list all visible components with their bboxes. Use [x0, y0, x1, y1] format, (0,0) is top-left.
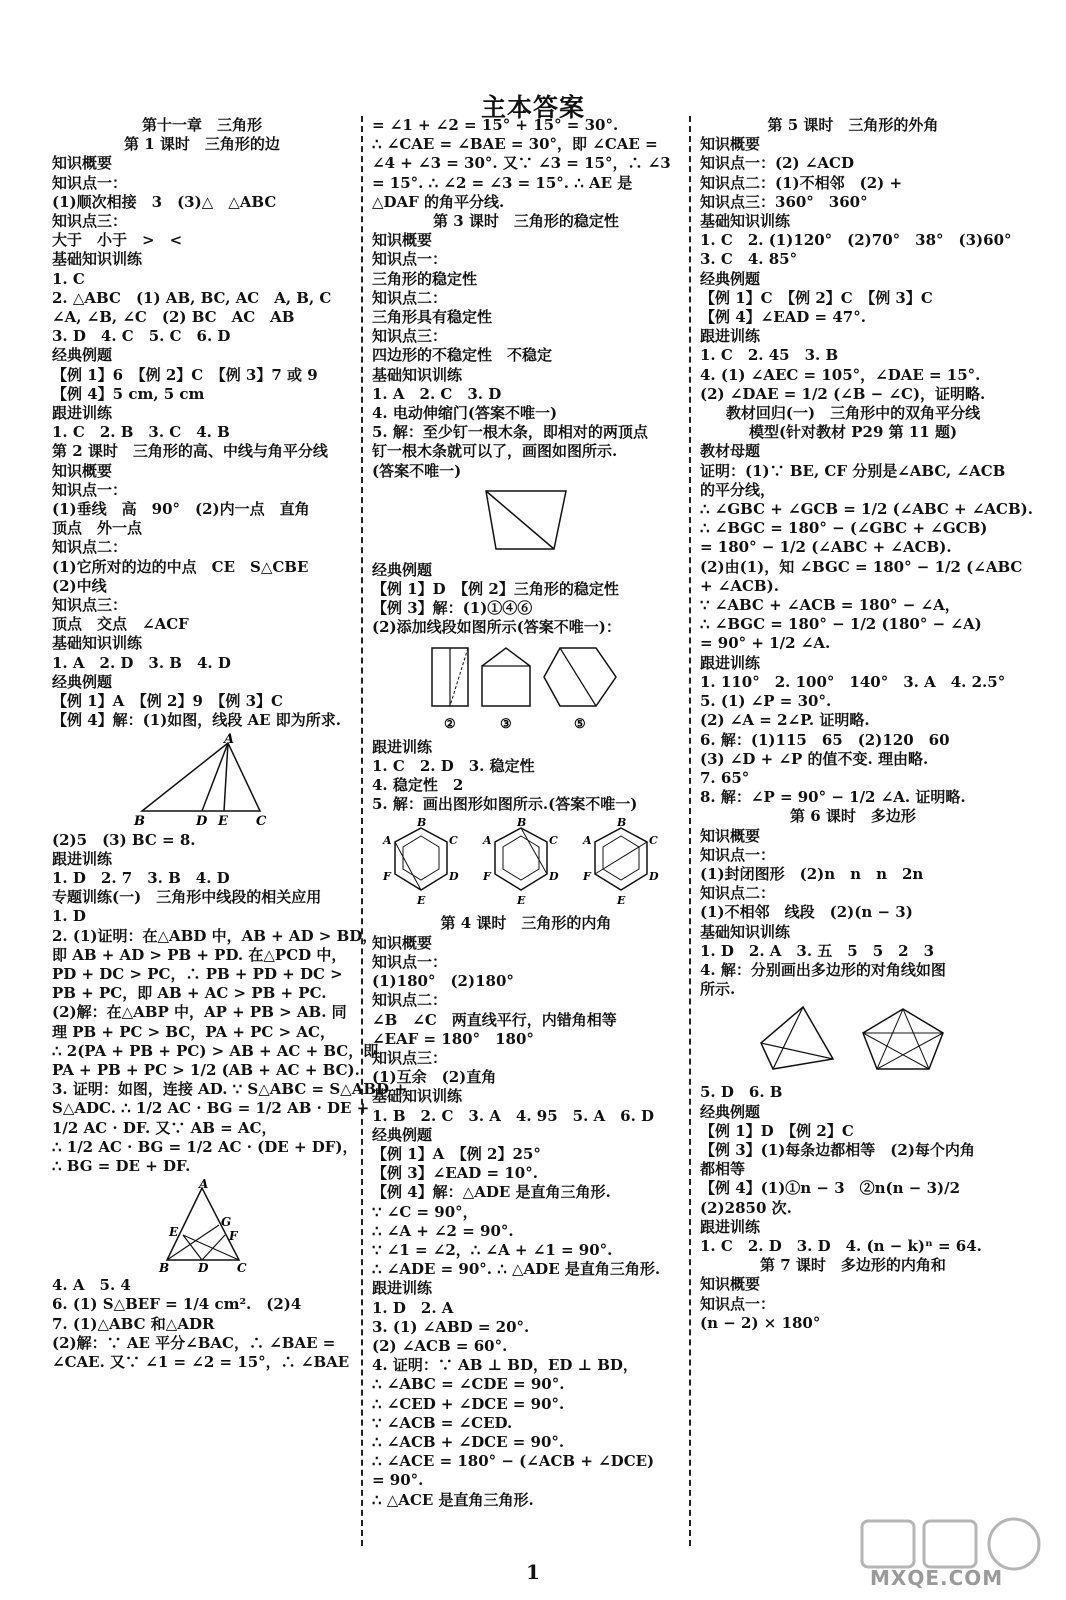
- answer-line: ∠B ∠C 两直线平行，内错角相等: [372, 1010, 617, 1029]
- answer-line: 【例 4】∠EAD = 47°.: [700, 308, 866, 327]
- figure-label: D: [196, 813, 208, 829]
- page-title: 主本答案: [480, 93, 585, 122]
- answer-line: 经典例题: [372, 560, 433, 579]
- answer-line: 经典例题: [52, 672, 113, 691]
- answer-line: (n − 2) × 180°: [700, 1313, 821, 1332]
- answer-line: PB + PC，即 AB + AC > PB + PC.: [52, 984, 327, 1003]
- answer-line: 知识概要: [372, 933, 433, 952]
- answer-line: 知识点一：: [372, 952, 448, 971]
- section-title: 教材回归(一) 三角形中的双角平分线: [725, 404, 981, 423]
- column-divider-2: [689, 116, 691, 1546]
- answer-line: 钉一根木条就可以了，画图如图所示.: [372, 442, 618, 461]
- answer-line: 4. 证明：∵ AB ⊥ BD，ED ⊥ BD，: [372, 1356, 638, 1375]
- lesson-title: 第 6 课时 多边形: [790, 807, 916, 826]
- answer-line: 1. D: [52, 907, 86, 926]
- answer-line: 【例 1】6 【例 2】C 【例 3】7 或 9: [52, 365, 318, 384]
- answer-line: 1. C 2. D 3. 稳定性: [372, 756, 535, 775]
- answer-line: (2)由(1)，知 ∠BGC = 180° − 1/2 (∠ABC: [700, 557, 1023, 576]
- answer-line: ∴ ∠BGC = 180° − (∠GBC + ∠GCB): [700, 519, 988, 538]
- answer-line: 知识点三：: [372, 327, 448, 346]
- answer-line: 跟进训练: [52, 849, 113, 868]
- figure-label: C: [649, 834, 658, 848]
- figure-label: ⑤: [574, 716, 586, 732]
- figure-label: C: [449, 834, 458, 848]
- figure-label: ③: [500, 716, 512, 732]
- answer-line: (2) ∠DAE = 1/2 (∠B − ∠C)，证明略.: [700, 384, 986, 403]
- answer-line: ∠EAF = 180° 180°: [372, 1029, 534, 1048]
- answer-line: 【例 1】C 【例 2】C 【例 3】C: [700, 288, 933, 307]
- answer-line: 基础知识训练: [372, 1087, 463, 1106]
- answer-line: 知识概要: [700, 135, 761, 154]
- answer-line: 【例 1】D 【例 2】C: [700, 1121, 854, 1140]
- answer-line: 基础知识训练: [372, 365, 463, 384]
- answer-line: 理 PB + PC > BC，PA + PC > AC，: [52, 1022, 335, 1041]
- answer-line: (1)封闭图形 (2)n n n 2n: [700, 864, 924, 883]
- answer-line: 1. C: [52, 269, 85, 288]
- answer-line: ∵ ∠C = 90°，: [372, 1202, 478, 1221]
- answer-line: (1)顺次相接 3 (3)△ △ABC: [52, 192, 277, 211]
- answer-line: 知识点二：(1)不相邻 (2) +: [700, 173, 903, 192]
- figure-label: A: [583, 834, 592, 848]
- answer-line: 跟进训练: [700, 1217, 761, 1236]
- figure-label: A: [224, 731, 235, 747]
- lesson-title: 第 4 课时 三角形的内角: [440, 914, 612, 933]
- answer-line: 1. D 2. A: [372, 1298, 454, 1317]
- figure-label: B: [159, 1261, 170, 1276]
- answer-line: ∴ ∠ACE = 180° − (∠ACB + ∠DCE): [372, 1452, 655, 1471]
- answer-line: 7. 65°: [700, 768, 750, 787]
- answer-line: 【例 1】D 【例 2】三角形的稳定性: [372, 580, 619, 599]
- figure-label: A: [199, 1177, 209, 1192]
- answer-line: 基础知识训练: [52, 250, 143, 269]
- answer-line: 知识概要: [52, 154, 113, 173]
- answer-line: 知识概要: [52, 461, 113, 480]
- figure-label: B: [417, 816, 427, 830]
- answer-line: 知识点三：360° 360°: [700, 192, 868, 211]
- answer-line: 1. B 2. C 3. A 4. 95 5. A 6. D: [372, 1106, 655, 1125]
- answer-line: ∵ ∠ABC + ∠ACB = 180° − ∠A，: [700, 596, 960, 615]
- answer-line: 即 AB + AD > PB + PD. 在△PCD 中，: [52, 945, 347, 964]
- answer-line: 的平分线，: [700, 480, 776, 499]
- answer-line: = 15°. ∴ ∠2 = ∠3 = 15°. ∴ AE 是: [372, 173, 633, 192]
- answer-line: 1/2 AC · DF. 又∵ AB = AC，: [52, 1118, 277, 1137]
- answer-line: 4. 电动伸缩门(答案不唯一): [372, 404, 558, 423]
- answer-line: 3. (1) ∠ABD = 20°.: [372, 1317, 530, 1336]
- answer-line: 所示.: [700, 980, 736, 999]
- answer-line: (2)解：在△ABP 中，AP + PB > AB. 同: [52, 1003, 347, 1022]
- answer-line: (2)中线: [52, 576, 107, 595]
- quadrilateral-figure: [476, 485, 576, 557]
- shapes-figure: [426, 642, 626, 734]
- answer-line: 【例 1】A 【例 2】25°: [372, 1144, 541, 1163]
- answer-line: 都相等: [700, 1160, 746, 1179]
- answer-line: (1)它所对的边的中点 CE S△CBE: [52, 557, 309, 576]
- answer-line: 经典例题: [700, 1102, 761, 1121]
- answer-line: 【例 1】A 【例 2】9 【例 3】C: [52, 692, 283, 711]
- answer-line: 4. A 5. 4: [52, 1276, 131, 1295]
- answer-line: 知识概要: [700, 1275, 761, 1294]
- answer-line: = 180° − 1/2 (∠ABC + ∠ACB).: [700, 538, 952, 557]
- figure-label: E: [517, 894, 526, 908]
- answer-line: 【例 4】解：(1)如图，线段 AE 即为所求.: [52, 711, 342, 730]
- hexagons-figure: [381, 818, 671, 910]
- answer-line: ∴ ∠CAE = ∠BAE = 30°，即 ∠CAE =: [372, 135, 658, 154]
- lesson-title: 第 5 课时 三角形的外角: [767, 116, 939, 134]
- answer-line: 4. 解：分别画出多边形的对角线如图: [700, 960, 946, 979]
- figure-label: D: [549, 870, 559, 884]
- answer-line: = 90° + 1/2 ∠A.: [700, 634, 831, 653]
- figure-label: E: [417, 894, 426, 908]
- answer-line: 2. (1)证明：在△ABD 中，AB + AD > BD，: [52, 926, 378, 945]
- answer-line: ∴ 1/2 AC · BG = 1/2 AC · (DE + DF)，: [52, 1137, 358, 1156]
- answer-line: 1. A 2. D 3. B 4. D: [52, 653, 231, 672]
- answer-line: 三角形的稳定性: [372, 269, 478, 288]
- answer-line: ∠A, ∠B, ∠C (2) BC AC AB: [52, 308, 295, 327]
- answer-line: 4. 稳定性 2: [372, 776, 464, 795]
- answer-line: 【例 4】解：△ADE 是直角三角形.: [372, 1183, 611, 1202]
- answer-line: 1. 110° 2. 100° 140° 3. A 4. 2.5°: [700, 672, 1006, 691]
- answer-line: 8. 解：∠P = 90° − 1/2 ∠A. 证明略.: [700, 788, 966, 807]
- answer-line: 知识点一：: [372, 250, 448, 269]
- answer-line: ∴ ∠ADE = 90°. ∴ △ADE 是直角三角形.: [372, 1260, 661, 1279]
- answer-line: 【例 4】(1)①n − 3 ②n(n − 3)/2: [700, 1179, 961, 1198]
- answer-line: 1. D 2. 7 3. B 4. D: [52, 868, 230, 887]
- triangle-figure-abc: [132, 731, 272, 829]
- lesson-title: 第 3 课时 三角形的稳定性: [433, 212, 619, 231]
- figure-label: D: [449, 870, 459, 884]
- answer-line: 知识点一：(2) ∠ACD: [700, 154, 855, 173]
- answer-line: 经典例题: [52, 346, 113, 365]
- answer-line: ∴ ∠ABC = ∠CDE = 90°.: [372, 1375, 565, 1394]
- figure-label: A: [483, 834, 492, 848]
- answer-line: (3) ∠D + ∠P 的值不变. 理由略.: [700, 749, 929, 768]
- answer-line: 跟进训练: [372, 737, 433, 756]
- answer-line: 知识点一：: [52, 173, 128, 192]
- answer-line: 1. C 2. (1)120° (2)70° 38° (3)60°: [700, 231, 1012, 250]
- answer-line: 【例 3】解：(1)①④⑥: [372, 599, 533, 618]
- answer-line: 教材母题: [700, 442, 761, 461]
- answer-line: ∴ ∠CED + ∠DCE = 90°.: [372, 1394, 565, 1413]
- chapter-title: 第十一章 三角形: [141, 116, 262, 134]
- figure-label: G: [221, 1215, 232, 1230]
- figure-label: D: [649, 870, 659, 884]
- answer-line: 1. A 2. C 3. D: [372, 384, 502, 403]
- answer-line: 知识概要: [700, 826, 761, 845]
- answer-line: 跟进训练: [700, 327, 761, 346]
- lesson-title: 第 7 课时 多边形的内角和: [760, 1256, 946, 1275]
- answer-line: 三角形具有稳定性: [372, 308, 493, 327]
- answer-line: 经典例题: [700, 269, 761, 288]
- answer-line: ∴ ∠BGC = 180° − 1/2 (180° − ∠A): [700, 615, 982, 634]
- figure-label: A: [383, 834, 392, 848]
- answer-line: 1. C 2. B 3. C 4. B: [52, 423, 230, 442]
- answer-line: ∴ 2(PA + PB + PC) > AB + AC + BC，即: [52, 1041, 379, 1060]
- answer-line: + ∠ACB).: [700, 576, 779, 595]
- answer-line: = 90°.: [372, 1471, 424, 1490]
- answer-line: PA + PB + PC > 1/2 (AB + AC + BC).: [52, 1060, 360, 1079]
- figure-label: C: [237, 1261, 247, 1276]
- answer-line: 1. C 2. D 3. D 4. (n − k)ⁿ = 64.: [700, 1236, 982, 1255]
- answer-line: 知识点二：: [372, 991, 448, 1010]
- answer-line: ∴ ∠GBC + ∠GCB = 1/2 (∠ABC + ∠ACB).: [700, 500, 1033, 519]
- answer-line: ∴ ∠ACB + ∠DCE = 90°.: [372, 1432, 565, 1451]
- answer-line: 知识点一：: [700, 845, 776, 864]
- answer-line: 四边形的不稳定性 不稳定: [372, 346, 553, 365]
- answer-line: 3. C 4. 85°: [700, 250, 798, 269]
- answer-line: ∴ △ACE 是直角三角形.: [372, 1490, 534, 1509]
- answer-line: 6. (1) S△BEF = 1/4 cm². (2)4: [52, 1295, 302, 1314]
- answer-line: 知识点二：: [52, 538, 128, 557]
- section-title: 专题训练(一) 三角形中线段的相关应用: [52, 888, 322, 907]
- figure-label: F: [483, 870, 491, 884]
- figure-label: B: [134, 813, 145, 829]
- figure-label: E: [218, 813, 228, 829]
- figure-label: E: [617, 894, 626, 908]
- figure-label: F: [383, 870, 391, 884]
- answer-line: 【例 3】(1)每条边都相等 (2)每个内角: [700, 1140, 975, 1159]
- figure-label: C: [256, 813, 267, 829]
- figure-label: ②: [444, 716, 456, 732]
- answer-line: 4. (1) ∠AEC = 105°，∠DAE = 15°.: [700, 365, 981, 384]
- figure-label: D: [198, 1261, 209, 1276]
- section-title: 模型(针对教材 P29 第 11 题): [748, 423, 958, 442]
- answer-line: 知识点一：: [52, 480, 128, 499]
- answer-line: = ∠1 + ∠2 = 15° + 15° = 30°.: [372, 116, 619, 134]
- answer-line: 5. D 6. B: [700, 1083, 783, 1102]
- answer-line: (1)垂线 高 90° (2)内一点 直角: [52, 500, 310, 519]
- watermark-text: MXQE.COM: [870, 1566, 1004, 1590]
- answer-line: 知识点三：: [52, 596, 128, 615]
- answer-line: 经典例题: [372, 1125, 433, 1144]
- answer-line: 跟进训练: [700, 653, 761, 672]
- answer-line: 【例 4】5 cm, 5 cm: [52, 384, 205, 403]
- answer-line: 知识点二：: [372, 288, 448, 307]
- figure-label: F: [583, 870, 591, 884]
- answer-line: 跟进训练: [372, 1279, 433, 1298]
- answer-column-1: [52, 116, 407, 1556]
- answer-line: ∠4 + ∠3 = 30°. 又∵ ∠3 = 15°，∴ ∠3: [372, 154, 671, 173]
- answer-line: (2)解：∵ AE 平分∠BAC，∴ ∠BAE =: [52, 1333, 336, 1352]
- answer-line: (1)180° (2)180°: [372, 972, 514, 991]
- answer-line: ∵ ∠1 = ∠2，∴ ∠A + ∠1 = 90°.: [372, 1240, 613, 1259]
- answer-line: S△ADC. ∴ 1/2 AC · BG = 1/2 AB · DE +: [52, 1099, 370, 1118]
- answer-line: PD + DC > PC，∴ PB + PD + DC >: [52, 964, 343, 983]
- answer-line: (答案不唯一): [372, 461, 462, 480]
- answer-line: ∵ ∠ACB = ∠CED.: [372, 1413, 513, 1432]
- answer-line: 大于 小于 > <: [52, 231, 183, 250]
- figure-label: E: [169, 1225, 179, 1240]
- answer-column-3: [700, 116, 1033, 1556]
- figure-label: C: [549, 834, 558, 848]
- answer-line: ∴ BG = DE + DF.: [52, 1156, 191, 1175]
- answer-line: 6. 解：(1)115 65 (2)120 60: [700, 730, 950, 749]
- figure-label: F: [229, 1229, 238, 1244]
- answer-line: 3. D 4. C 5. C 6. D: [52, 327, 231, 346]
- answer-column-2: [372, 116, 680, 1556]
- lesson-title: 第 1 课时 三角形的边: [124, 135, 280, 154]
- answer-line: ∴ ∠A + ∠2 = 90°.: [372, 1221, 514, 1240]
- answer-line: 7. (1)△ABC 和△ADR: [52, 1314, 215, 1333]
- answer-line: 【例 3】∠EAD = 10°.: [372, 1164, 538, 1183]
- answer-line: 2. △ABC (1) AB, BC, AC A, B, C: [52, 288, 332, 307]
- answer-line: (1)互余 (2)直角: [372, 1068, 497, 1087]
- answer-line: (2) ∠A = 2∠P. 证明略.: [700, 711, 870, 730]
- answer-line: 顶点 外一点: [52, 519, 143, 538]
- lesson-title: 第 2 课时 三角形的高、中线与角平分线: [52, 442, 328, 461]
- answer-line: 知识点一：: [700, 1294, 776, 1313]
- answer-line: 知识点三：: [372, 1048, 448, 1067]
- answer-line: (1)不相邻 线段 (2)(n − 3): [700, 903, 913, 922]
- answer-line: 基础知识训练: [700, 212, 791, 231]
- answer-line: 1. C 2. 45 3. B: [700, 346, 839, 365]
- figure-label: B: [617, 816, 627, 830]
- figure-label: B: [517, 816, 527, 830]
- column-divider-1: [361, 116, 363, 1546]
- answer-line: 证明：(1)∵ BE, CF 分别是∠ABC, ∠ACB: [700, 461, 1006, 480]
- answer-line: (2) ∠ACB = 60°.: [372, 1336, 508, 1355]
- answer-line: △DAF 的角平分线.: [372, 192, 505, 211]
- answer-line: 3. 证明：如图，连接 AD. ∵ S△ABC = S△ABD +: [52, 1080, 407, 1099]
- answer-line: 跟进训练: [52, 404, 113, 423]
- answer-line: ∠CAE. 又∵ ∠1 = ∠2 = 15°，∴ ∠BAE: [52, 1352, 350, 1371]
- answer-line: 知识概要: [372, 231, 433, 250]
- answer-line: 基础知识训练: [700, 922, 791, 941]
- answer-line: 基础知识训练: [52, 634, 143, 653]
- answer-line: 1. D 2. A 3. 五 5 5 2 3: [700, 941, 935, 960]
- answer-line: 5. (1) ∠P = 30°.: [700, 692, 832, 711]
- answer-line: (2)添加线段如图所示(答案不唯一)：: [372, 618, 621, 637]
- answer-line: 顶点 交点 ∠ACF: [52, 615, 189, 634]
- answer-line: 5. 解：至少钉一根木条，即相对的两顶点: [372, 423, 648, 442]
- page-number: 1: [526, 1560, 540, 1584]
- answer-line: 5. 解：画出图形如图所示.(答案不唯一): [372, 795, 638, 814]
- answer-line: (2)5 (3) BC = 8.: [52, 830, 196, 849]
- answer-line: (2)2850 次.: [700, 1198, 792, 1217]
- polygon-diagonals-figure: [753, 1003, 953, 1079]
- answer-line: 知识点三：: [52, 212, 128, 231]
- answer-line: 知识点二：: [700, 884, 776, 903]
- triangle-figure-abc-2: [147, 1177, 257, 1276]
